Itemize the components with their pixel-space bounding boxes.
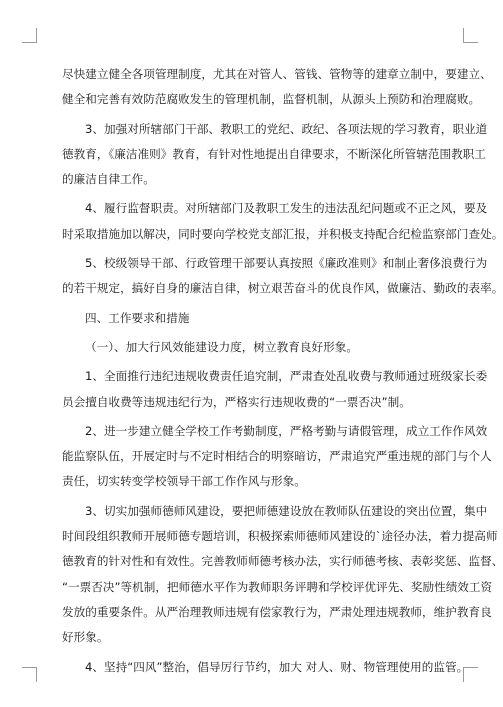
text-line: 5、校级领导干部、行政管理干部要认真按照《廉政准则》和制止奢侈浪费行为 bbox=[85, 256, 488, 271]
text-line: 德教育，《廉洁准则》教育，有针对性地提出自律要求，不断深化所管辖范围教职工 bbox=[62, 146, 486, 161]
text-line: 3、加强对所辖部门干部、教职工的党纪、政纪、各项法规的学习教育，职业道 bbox=[85, 121, 488, 136]
text-line: 好形象。 bbox=[62, 630, 109, 645]
text-line: 德教育的针对性和有效性。完善教师师德考核办法，实行师德考核、表彰奖惩、监督、 bbox=[62, 554, 503, 569]
text-line: 1、全面推行违纪违规收费责任追究制，严肃查处乱收费与教师通过班级家长委 bbox=[85, 369, 488, 384]
text-line: 4、履行监督职责。对所辖部门及教职工发生的违法乱纪问题或不正之风，要及 bbox=[85, 201, 488, 216]
text-line: 2、进一步建立健全学校工作考勤制度，严格考勤与请假管理，成立工作作风效 bbox=[85, 423, 488, 438]
crop-mark-top-right bbox=[463, 28, 478, 43]
text-line: “一票否决”等机制，把师德水平作为教师职务评聘和学校评优评先、奖励性绩效工资 bbox=[62, 579, 493, 594]
text-line: 尽快建立健全各项管理制度，尤其在对管人、管钱、管物等的建章立制中，要建立、 bbox=[62, 67, 492, 81]
subsection-heading: （一）、加大行风效能建设力度，树立教育良好形象。 bbox=[85, 339, 358, 354]
text-line: 能监察队伍，开展定时与不定时相结合的明察暗访，严肃追究严重违规的部门与个人 bbox=[62, 449, 492, 464]
text-line: 时间段组织教师开展师德专题培训，积极探索师德师风建设的`途径办法，着力提高师 bbox=[62, 529, 498, 544]
text-line: 发放的重要条件。从严治理教师违规有偿家教行为，严肃处理违规教师，维护教育良 bbox=[62, 604, 492, 619]
crop-mark-bottom-left bbox=[22, 667, 37, 682]
section-heading: 四、工作要求和措施 bbox=[85, 310, 190, 325]
text-line: 时采取措施加以解决，同时要向学校党支部汇报，并积极支持配合纪检监察部门查处。 bbox=[62, 226, 503, 241]
document-body bbox=[62, 62, 503, 680]
text-line: 的廉洁自律工作。 bbox=[62, 172, 155, 187]
text-line: 3、切实加强师德师风建设，要把师德建设放在教师队伍建设的突出位置，集中 bbox=[85, 503, 488, 518]
text-line: 员会擅自收费等违规违纪行为，严格实行违规收费的“一票否决”制。 bbox=[62, 394, 411, 409]
text-line: 责任，切实转变学校领导干部工作作风与形象。 bbox=[62, 474, 306, 489]
crop-mark-top-left bbox=[22, 28, 37, 43]
text-line: 4、坚持“四风”整治，倡导厉行节约，加大 对人、财、物管理使用的监管。 bbox=[85, 659, 469, 674]
text-line: 健全和完善有效防范腐败发生的管理机制，监督机制，从源头上预防和治理腐败。 bbox=[62, 92, 481, 107]
text-line: 的若干规定，搞好自身的廉洁自律，树立艰苦奋斗的优良作风，做廉洁、勤政的表率。 bbox=[62, 281, 503, 296]
